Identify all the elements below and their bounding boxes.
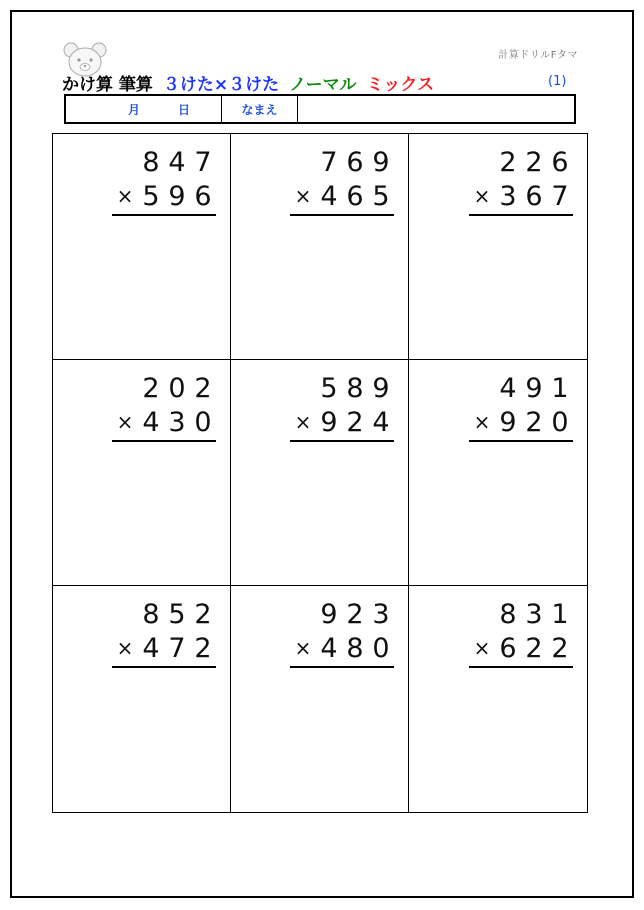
multiplier-digit: 6	[194, 180, 212, 212]
title-part: ノーマル	[289, 75, 357, 95]
multiplier-digit: 5	[142, 180, 160, 212]
answer-line	[112, 440, 216, 442]
times-operator: ×	[294, 184, 312, 208]
answer-line	[112, 214, 216, 216]
multiplicand-row	[290, 597, 394, 631]
times-operator: ×	[473, 184, 491, 208]
multiplicand-row	[290, 371, 394, 405]
multiplication-problem	[290, 597, 394, 668]
multiplicand-digit: 1	[551, 598, 569, 630]
multiplier-digit: 6	[346, 180, 364, 212]
multiplier-digit: 7	[168, 632, 186, 664]
multiplication-problem	[112, 145, 216, 216]
multiplicand-digit: 4	[168, 146, 186, 178]
answer-line	[112, 666, 216, 668]
title-part: ３けた×３けた	[162, 75, 280, 95]
multiplier-row	[290, 405, 394, 439]
times-operator: ×	[473, 410, 491, 434]
multiplicand-digit: 6	[551, 146, 569, 178]
multiplier-row	[469, 179, 573, 213]
answer-line	[290, 666, 394, 668]
multiplier-digit: 2	[194, 632, 212, 664]
multiplier-digit: 2	[525, 406, 543, 438]
problem-grid	[52, 133, 588, 813]
answer-line	[469, 666, 573, 668]
name-date-bar	[64, 94, 576, 124]
multiplier-digit: 4	[320, 180, 338, 212]
multiplicand-digit: 2	[142, 372, 160, 404]
date-field[interactable]	[66, 96, 222, 122]
multiplier-digit: 3	[499, 180, 517, 212]
multiplicand-digit: 8	[142, 146, 160, 178]
multiplicand-digit: 5	[320, 372, 338, 404]
multiplier-digit: 9	[320, 406, 338, 438]
multiplicand-digit: 2	[525, 146, 543, 178]
multiplier-digit: 3	[168, 406, 186, 438]
multiplicand-digit: 3	[372, 598, 390, 630]
multiplier-digit: 2	[346, 406, 364, 438]
times-operator: ×	[116, 410, 134, 434]
brand-label: 計算ドリルFタマ	[498, 50, 578, 61]
multiplier-digit: 0	[551, 406, 569, 438]
times-operator: ×	[473, 636, 491, 660]
multiplier-digit: 9	[499, 406, 517, 438]
multiplier-row	[112, 405, 216, 439]
problem-cell[interactable]	[231, 134, 409, 360]
multiplicand-digit: 9	[525, 372, 543, 404]
multiplier-digit: 2	[551, 632, 569, 664]
times-operator: ×	[116, 636, 134, 660]
multiplicand-digit: 5	[168, 598, 186, 630]
multiplier-digit: 7	[551, 180, 569, 212]
multiplicand-digit: 2	[194, 372, 212, 404]
times-operator: ×	[294, 636, 312, 660]
multiplier-digit: 0	[194, 406, 212, 438]
multiplication-problem	[112, 597, 216, 668]
problem-cell[interactable]	[409, 360, 587, 586]
multiplicand-digit: 8	[499, 598, 517, 630]
multiplicand-digit: 2	[346, 598, 364, 630]
multiplier-digit: 2	[525, 632, 543, 664]
multiplier-digit: 4	[372, 406, 390, 438]
multiplier-digit: 8	[346, 632, 364, 664]
multiplier-digit: 4	[142, 632, 160, 664]
multiplicand-digit: 1	[551, 372, 569, 404]
multiplicand-row	[112, 145, 216, 179]
name-label: なまえ	[222, 96, 298, 122]
multiplier-row	[469, 631, 573, 665]
problem-cell[interactable]	[231, 586, 409, 812]
answer-line	[469, 214, 573, 216]
answer-line	[290, 440, 394, 442]
problem-cell[interactable]	[409, 586, 587, 812]
multiplicand-row	[290, 145, 394, 179]
multiplicand-digit: 9	[372, 372, 390, 404]
problem-cell[interactable]	[53, 134, 231, 360]
multiplier-digit: 6	[499, 632, 517, 664]
times-operator: ×	[116, 184, 134, 208]
problem-cell[interactable]	[53, 360, 231, 586]
multiplicand-row	[112, 371, 216, 405]
multiplicand-digit: 9	[320, 598, 338, 630]
multiplier-digit: 0	[372, 632, 390, 664]
multiplicand-digit: 0	[168, 372, 186, 404]
multiplicand-digit: 4	[499, 372, 517, 404]
multiplier-digit: 9	[168, 180, 186, 212]
day-label: 日	[178, 102, 191, 117]
multiplicand-digit: 2	[499, 146, 517, 178]
multiplier-digit: 4	[320, 632, 338, 664]
month-label: 月	[128, 102, 141, 117]
multiplier-digit: 4	[142, 406, 160, 438]
multiplier-row	[290, 631, 394, 665]
multiplication-problem	[290, 371, 394, 442]
multiplication-problem	[469, 597, 573, 668]
multiplication-problem	[469, 145, 573, 216]
multiplicand-digit: 2	[194, 598, 212, 630]
title-part: ミックス	[366, 75, 435, 95]
problem-cell[interactable]	[53, 586, 231, 812]
multiplicand-digit: 8	[142, 598, 160, 630]
multiplicand-row	[469, 371, 573, 405]
multiplicand-row	[112, 597, 216, 631]
multiplication-problem	[469, 371, 573, 442]
multiplicand-digit: 6	[346, 146, 364, 178]
multiplication-problem	[112, 371, 216, 442]
multiplicand-digit: 3	[525, 598, 543, 630]
multiplier-row	[290, 179, 394, 213]
multiplicand-digit: 8	[346, 372, 364, 404]
multiplicand-digit: 9	[372, 146, 390, 178]
multiplier-digit: 6	[525, 180, 543, 212]
answer-line	[290, 214, 394, 216]
multiplier-row	[469, 405, 573, 439]
multiplier-digit: 5	[372, 180, 390, 212]
multiplicand-row	[469, 145, 573, 179]
times-operator: ×	[294, 410, 312, 434]
answer-line	[469, 440, 573, 442]
multiplication-problem	[290, 145, 394, 216]
multiplicand-digit: 7	[320, 146, 338, 178]
multiplicand-digit: 7	[194, 146, 212, 178]
problem-cell[interactable]	[231, 360, 409, 586]
title-part: かけ算 筆算	[62, 75, 153, 95]
multiplicand-row	[469, 597, 573, 631]
multiplier-row	[112, 179, 216, 213]
name-field[interactable]	[298, 96, 574, 122]
sheet-number: (1)	[548, 74, 567, 89]
worksheet-title	[62, 70, 444, 95]
problem-cell[interactable]	[409, 134, 587, 360]
multiplier-row	[112, 631, 216, 665]
